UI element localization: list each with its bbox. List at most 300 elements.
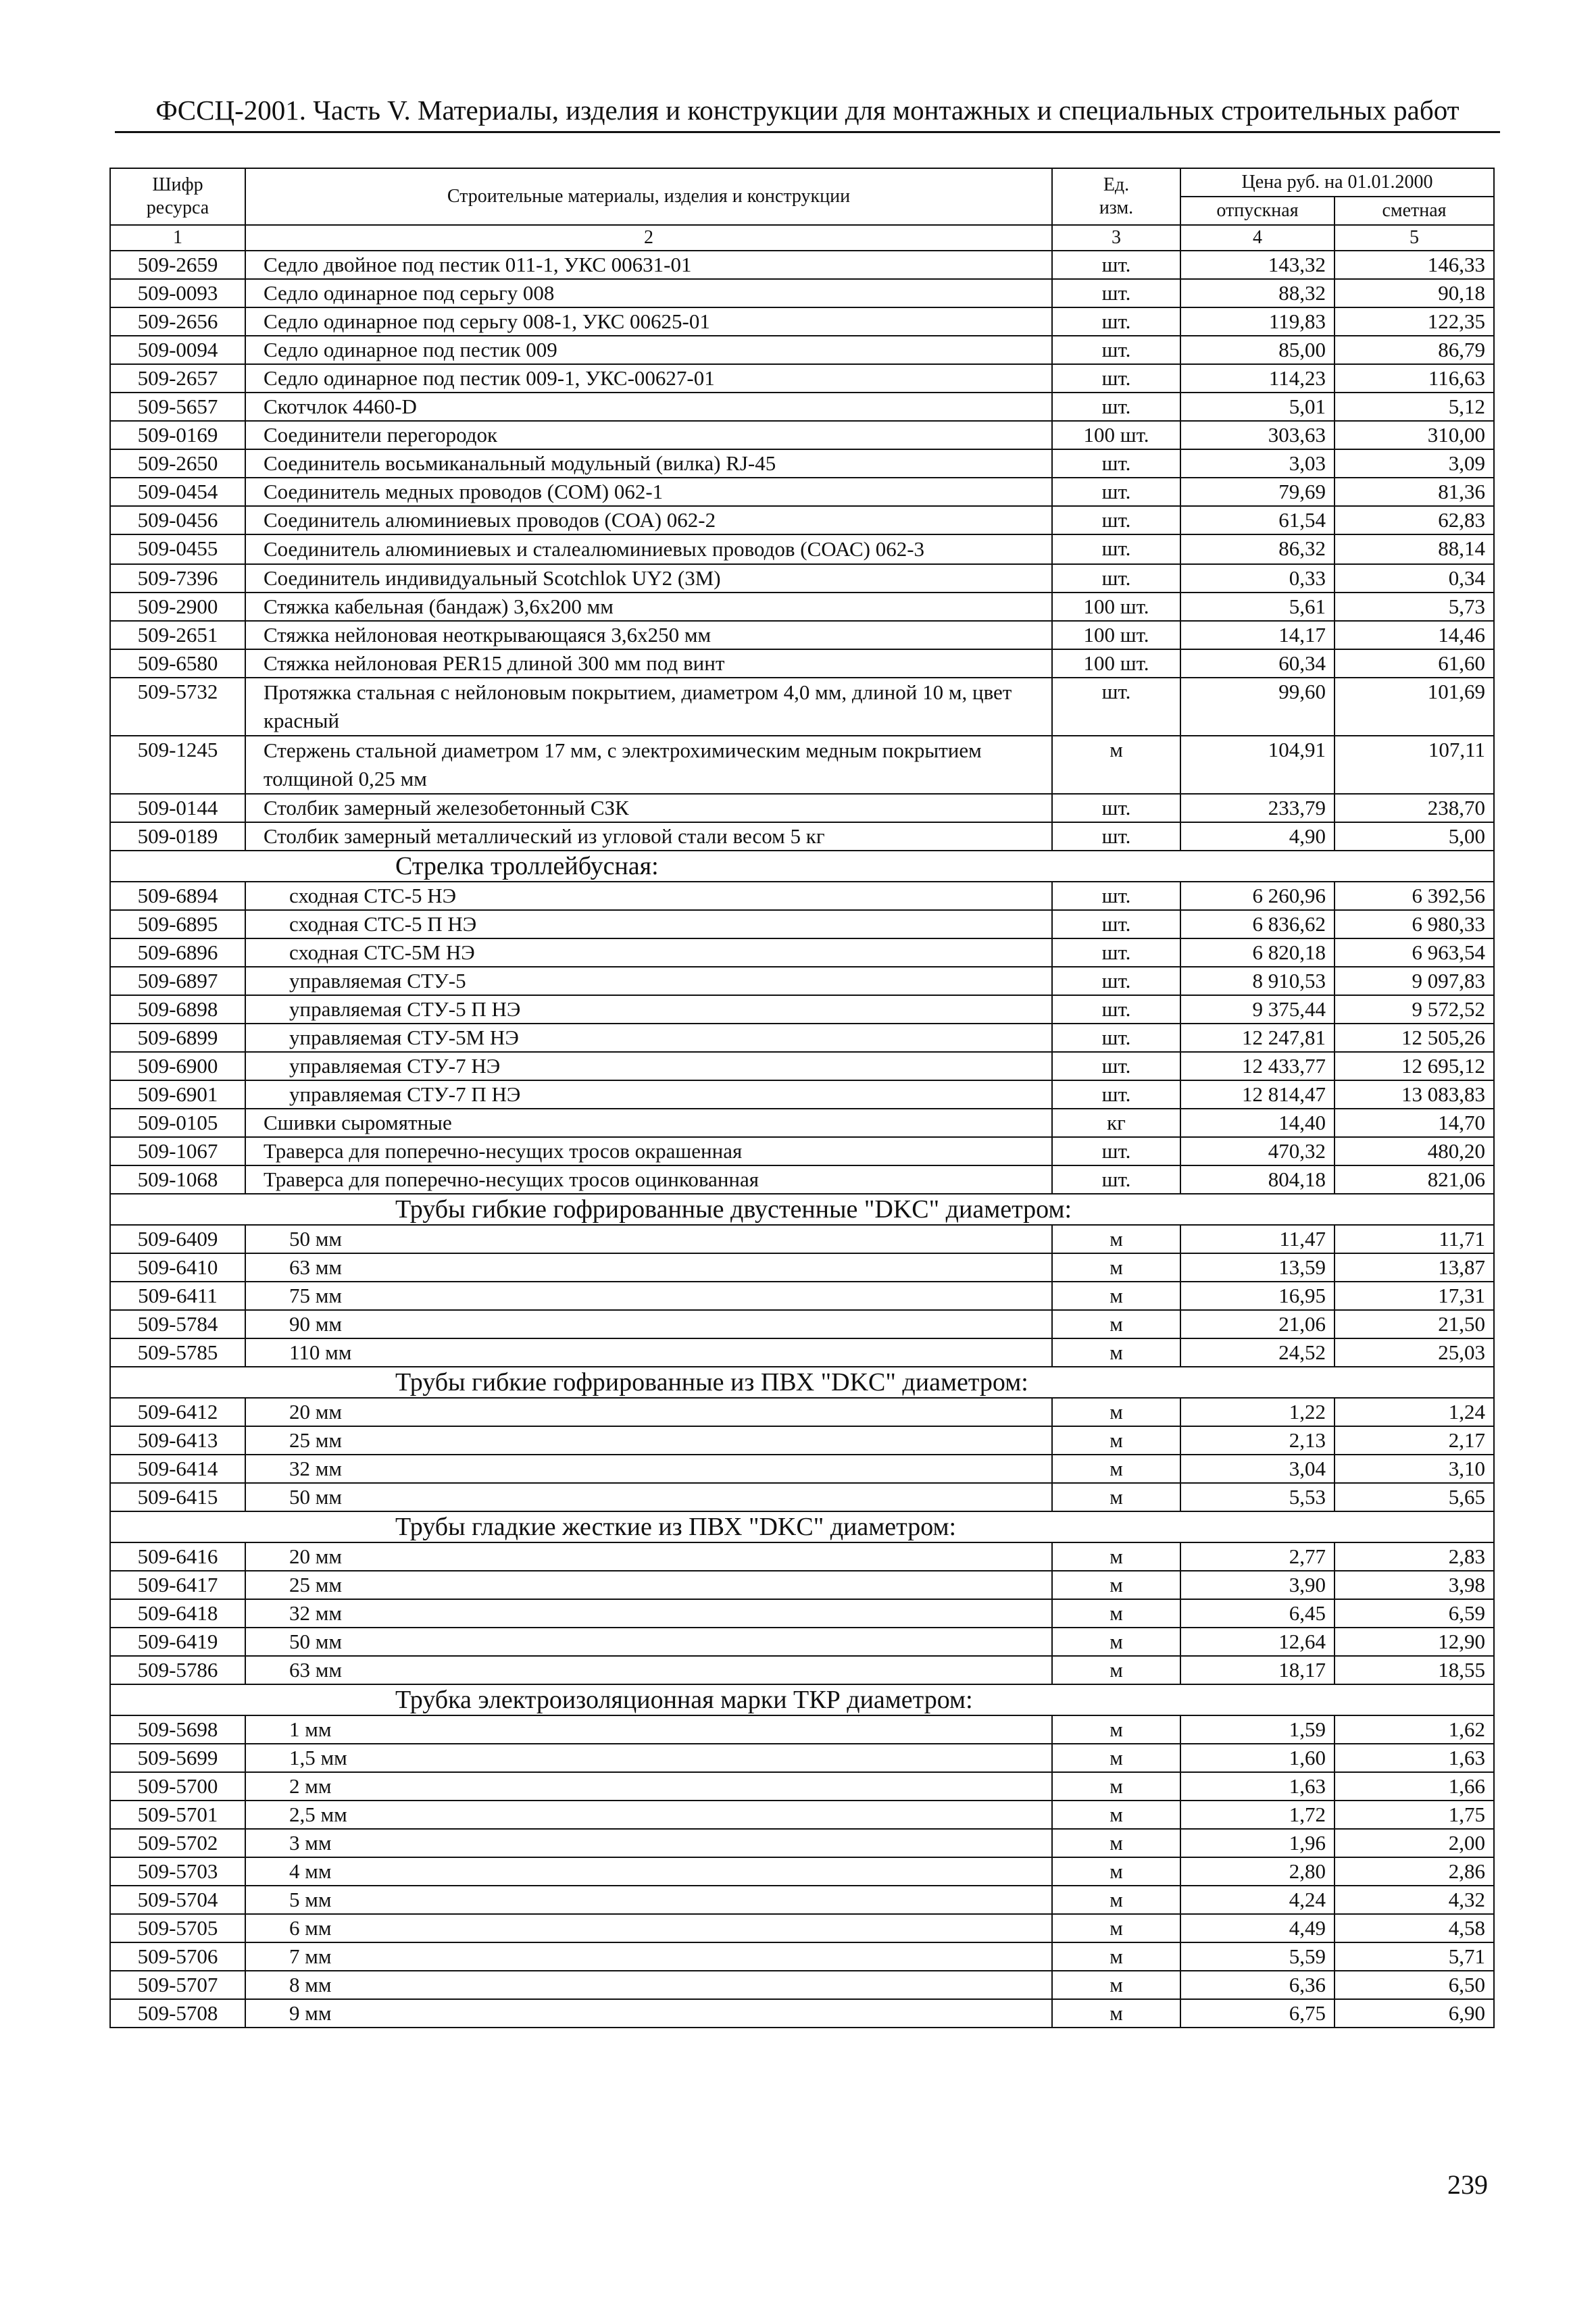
resource-code: 509-6417 [110, 1571, 245, 1599]
table-row [110, 1772, 1494, 1801]
group-row [110, 1367, 1494, 1398]
table-row [110, 1542, 1494, 1571]
unit-of-measure: шт. [1052, 1024, 1180, 1052]
resource-code: 509-0169 [110, 421, 245, 449]
resource-code: 509-5704 [110, 1886, 245, 1914]
table-row [110, 1109, 1494, 1137]
estimate-price: 6,59 [1335, 1599, 1494, 1628]
release-price: 1,63 [1180, 1772, 1335, 1801]
resource-code: 509-5732 [110, 678, 245, 736]
material-name: 90 мм [245, 1310, 1052, 1338]
release-price: 85,00 [1180, 336, 1335, 364]
table-row [110, 1338, 1494, 1367]
group-code-cell [110, 1684, 245, 1715]
price-table [109, 168, 1495, 2028]
page-number: 239 [1447, 2169, 1488, 2200]
release-price: 6,45 [1180, 1599, 1335, 1628]
resource-code: 509-7396 [110, 564, 245, 593]
release-price: 1,60 [1180, 1744, 1335, 1772]
unit-of-measure: шт. [1052, 1080, 1180, 1109]
unit-of-measure: шт. [1052, 336, 1180, 364]
unit-of-measure: шт. [1052, 364, 1180, 393]
estimate-price: 11,71 [1335, 1225, 1494, 1253]
release-price: 8 910,53 [1180, 967, 1335, 995]
group-row [110, 1511, 1494, 1542]
estimate-price: 2,86 [1335, 1857, 1494, 1886]
release-price: 6 836,62 [1180, 910, 1335, 938]
unit-of-measure: 100 шт. [1052, 421, 1180, 449]
material-name: сходная СТС-5 П НЭ [245, 910, 1052, 938]
release-price: 60,34 [1180, 649, 1335, 678]
unit-of-measure: м [1052, 1971, 1180, 1999]
table-row [110, 1024, 1494, 1052]
material-name: Столбик замерный металлический из угловой стали весом 5 кг [245, 822, 1052, 851]
table-row [110, 1165, 1494, 1194]
material-name: Соединитель алюминиевых и сталеалюминиевых проводов (СОАС) 062-3 [245, 534, 1052, 564]
estimate-price: 6,90 [1335, 1999, 1494, 2028]
release-price: 470,32 [1180, 1137, 1335, 1165]
resource-code: 509-0105 [110, 1109, 245, 1137]
unit-of-measure: м [1052, 1599, 1180, 1628]
estimate-price: 1,66 [1335, 1772, 1494, 1801]
table-row [110, 1857, 1494, 1886]
material-name: 110 мм [245, 1338, 1052, 1367]
col-header-unit [1052, 168, 1180, 225]
table-row [110, 910, 1494, 938]
release-price: 6 820,18 [1180, 938, 1335, 967]
material-name: Стяжка нейлоновая неоткрывающаяся 3,6х250 мм [245, 621, 1052, 649]
estimate-price: 3,09 [1335, 449, 1494, 478]
material-name: 20 мм [245, 1542, 1052, 1571]
table-row [110, 251, 1494, 279]
estimate-price: 6,50 [1335, 1971, 1494, 1999]
estimate-price: 146,33 [1335, 251, 1494, 279]
table-row [110, 1080, 1494, 1109]
table-row [110, 822, 1494, 851]
release-price: 1,72 [1180, 1801, 1335, 1829]
resource-code: 509-6413 [110, 1426, 245, 1455]
table-row [110, 1914, 1494, 1942]
table-row [110, 364, 1494, 393]
estimate-price: 18,55 [1335, 1656, 1494, 1684]
resource-code: 509-5701 [110, 1801, 245, 1829]
resource-code: 509-5702 [110, 1829, 245, 1857]
resource-code: 509-0094 [110, 336, 245, 364]
unit-of-measure: м [1052, 1628, 1180, 1656]
material-name: Соединители перегородок [245, 421, 1052, 449]
unit-of-measure: шт. [1052, 564, 1180, 593]
table-row [110, 1225, 1494, 1253]
release-price: 104,91 [1180, 736, 1335, 794]
estimate-price: 81,36 [1335, 478, 1494, 506]
table-row [110, 1398, 1494, 1426]
material-name: Соединитель индивидуальный Scotchlok UY2 (3M) [245, 564, 1052, 593]
material-name: Седло двойное под пестик 011-1, УКС 00631-01 [245, 251, 1052, 279]
resource-code: 509-5705 [110, 1914, 245, 1942]
estimate-price: 2,00 [1335, 1829, 1494, 1857]
release-price: 86,32 [1180, 534, 1335, 564]
release-price: 6,36 [1180, 1971, 1335, 1999]
table-row [110, 1253, 1494, 1282]
resource-code: 509-2656 [110, 307, 245, 336]
estimate-price: 14,70 [1335, 1109, 1494, 1137]
estimate-price: 61,60 [1335, 649, 1494, 678]
col-header-unit-line2: изм. [1099, 197, 1134, 218]
material-name: Траверса для поперечно-несущих тросов оцинкованная [245, 1165, 1052, 1194]
table-row [110, 621, 1494, 649]
release-price: 12,64 [1180, 1628, 1335, 1656]
col-header-code [110, 168, 245, 225]
material-name: Стяжка кабельная (бандаж) 3,6х200 мм [245, 593, 1052, 621]
estimate-price: 14,46 [1335, 621, 1494, 649]
release-price: 1,96 [1180, 1829, 1335, 1857]
unit-of-measure: шт. [1052, 794, 1180, 822]
table-row [110, 593, 1494, 621]
estimate-price: 4,58 [1335, 1914, 1494, 1942]
unit-of-measure: м [1052, 1942, 1180, 1971]
estimate-price: 1,63 [1335, 1744, 1494, 1772]
table-row [110, 1571, 1494, 1599]
release-price: 21,06 [1180, 1310, 1335, 1338]
col-header-release: отпускная [1180, 197, 1335, 225]
release-price: 12 814,47 [1180, 1080, 1335, 1109]
material-name: 63 мм [245, 1656, 1052, 1684]
col-header-code-line1: Шифр [152, 174, 203, 195]
col-number-5: 5 [1335, 225, 1494, 251]
table-row [110, 1801, 1494, 1829]
group-title: Трубы гибкие гофрированные двустенные "DKC" диаметром: [245, 1194, 1494, 1225]
unit-of-measure: м [1052, 1542, 1180, 1571]
table-row [110, 1599, 1494, 1628]
release-price: 3,03 [1180, 449, 1335, 478]
table-row [110, 794, 1494, 822]
material-name: 1,5 мм [245, 1744, 1052, 1772]
estimate-price: 12 505,26 [1335, 1024, 1494, 1052]
material-name: Соединитель алюминиевых проводов (СОА) 062-2 [245, 506, 1052, 534]
group-title: Трубы гладкие жесткие из ПВХ "DKC" диаметром: [245, 1511, 1494, 1542]
material-name: Столбик замерный железобетонный СЗК [245, 794, 1052, 822]
resource-code: 509-1245 [110, 736, 245, 794]
release-price: 18,17 [1180, 1656, 1335, 1684]
col-number-3: 3 [1052, 225, 1180, 251]
release-price: 9 375,44 [1180, 995, 1335, 1024]
table-row [110, 967, 1494, 995]
col-header-unit-line1: Ед. [1103, 174, 1130, 195]
unit-of-measure: шт. [1052, 307, 1180, 336]
table-row [110, 1715, 1494, 1744]
release-price: 13,59 [1180, 1253, 1335, 1282]
estimate-price: 1,75 [1335, 1801, 1494, 1829]
unit-of-measure: м [1052, 1253, 1180, 1282]
release-price: 1,59 [1180, 1715, 1335, 1744]
table-row [110, 649, 1494, 678]
table-row [110, 1483, 1494, 1511]
release-price: 233,79 [1180, 794, 1335, 822]
resource-code: 509-0189 [110, 822, 245, 851]
unit-of-measure: м [1052, 1801, 1180, 1829]
estimate-price: 3,10 [1335, 1455, 1494, 1483]
resource-code: 509-5657 [110, 393, 245, 421]
unit-of-measure: шт. [1052, 967, 1180, 995]
unit-of-measure: шт. [1052, 1165, 1180, 1194]
estimate-price: 5,65 [1335, 1483, 1494, 1511]
unit-of-measure: м [1052, 1426, 1180, 1455]
material-name: 50 мм [245, 1483, 1052, 1511]
release-price: 61,54 [1180, 506, 1335, 534]
unit-of-measure: м [1052, 1225, 1180, 1253]
estimate-price: 3,98 [1335, 1571, 1494, 1599]
table-row [110, 449, 1494, 478]
resource-code: 509-2650 [110, 449, 245, 478]
release-price: 24,52 [1180, 1338, 1335, 1367]
material-name: сходная СТС-5 НЭ [245, 882, 1052, 910]
release-price: 303,63 [1180, 421, 1335, 449]
estimate-price: 821,06 [1335, 1165, 1494, 1194]
table-row [110, 1426, 1494, 1455]
release-price: 79,69 [1180, 478, 1335, 506]
unit-of-measure: шт. [1052, 995, 1180, 1024]
estimate-price: 86,79 [1335, 336, 1494, 364]
resource-code: 509-0456 [110, 506, 245, 534]
material-name: управляемая СТУ-5 П НЭ [245, 995, 1052, 1024]
release-price: 12 433,77 [1180, 1052, 1335, 1080]
release-price: 16,95 [1180, 1282, 1335, 1310]
unit-of-measure: м [1052, 736, 1180, 794]
resource-code: 509-5703 [110, 1857, 245, 1886]
release-price: 1,22 [1180, 1398, 1335, 1426]
material-name: 25 мм [245, 1571, 1052, 1599]
unit-of-measure: м [1052, 1715, 1180, 1744]
col-header-price: Цена руб. на 01.01.2000 [1180, 168, 1494, 197]
material-name: Траверса для поперечно-несущих тросов окрашенная [245, 1137, 1052, 1165]
unit-of-measure: м [1052, 1282, 1180, 1310]
unit-of-measure: шт. [1052, 882, 1180, 910]
estimate-price: 310,00 [1335, 421, 1494, 449]
material-name: 32 мм [245, 1455, 1052, 1483]
estimate-price: 107,11 [1335, 736, 1494, 794]
unit-of-measure: м [1052, 1829, 1180, 1857]
table-row [110, 938, 1494, 967]
release-price: 0,33 [1180, 564, 1335, 593]
material-name: 20 мм [245, 1398, 1052, 1426]
table-row [110, 307, 1494, 336]
unit-of-measure: шт. [1052, 393, 1180, 421]
table-row [110, 1052, 1494, 1080]
unit-of-measure: 100 шт. [1052, 621, 1180, 649]
release-price: 5,01 [1180, 393, 1335, 421]
release-price: 5,61 [1180, 593, 1335, 621]
table-row [110, 882, 1494, 910]
unit-of-measure: м [1052, 1398, 1180, 1426]
unit-of-measure: м [1052, 1571, 1180, 1599]
resource-code: 509-6412 [110, 1398, 245, 1426]
unit-of-measure: шт. [1052, 251, 1180, 279]
release-price: 88,32 [1180, 279, 1335, 307]
resource-code: 509-0093 [110, 279, 245, 307]
page-header: ФССЦ-2001. Часть V. Материалы, изделия и конструкции для монтажных и специальных строительных работ [115, 89, 1500, 133]
resource-code: 509-2659 [110, 251, 245, 279]
material-name: 2,5 мм [245, 1801, 1052, 1829]
material-name: Скотчлок 4460-D [245, 393, 1052, 421]
material-name: 50 мм [245, 1628, 1052, 1656]
release-price: 2,13 [1180, 1426, 1335, 1455]
estimate-price: 12 695,12 [1335, 1052, 1494, 1080]
col-number-1: 1 [110, 225, 245, 251]
estimate-price: 101,69 [1335, 678, 1494, 736]
material-name: Соединитель медных проводов (СОМ) 062-1 [245, 478, 1052, 506]
release-price: 11,47 [1180, 1225, 1335, 1253]
unit-of-measure: шт. [1052, 822, 1180, 851]
release-price: 4,24 [1180, 1886, 1335, 1914]
release-price: 14,40 [1180, 1109, 1335, 1137]
col-header-name: Строительные материалы, изделия и конструкции [245, 168, 1052, 225]
table-row [110, 1829, 1494, 1857]
material-name: Стяжка нейлоновая PER15 длиной 300 мм под винт [245, 649, 1052, 678]
table-row [110, 1628, 1494, 1656]
estimate-price: 5,00 [1335, 822, 1494, 851]
table-row [110, 1999, 1494, 2028]
resource-code: 509-6897 [110, 967, 245, 995]
group-title: Стрелка троллейбусная: [245, 851, 1494, 882]
material-name: Сшивки сыромятные [245, 1109, 1052, 1137]
table-row [110, 534, 1494, 564]
material-name: 25 мм [245, 1426, 1052, 1455]
resource-code: 509-6580 [110, 649, 245, 678]
release-price: 143,32 [1180, 251, 1335, 279]
group-row [110, 1194, 1494, 1225]
table-row [110, 564, 1494, 593]
estimate-price: 6 980,33 [1335, 910, 1494, 938]
resource-code: 509-1068 [110, 1165, 245, 1194]
release-price: 99,60 [1180, 678, 1335, 736]
resource-code: 509-0144 [110, 794, 245, 822]
material-name: 63 мм [245, 1253, 1052, 1282]
group-title: Трубы гибкие гофрированные из ПВХ "DKC" диаметром: [245, 1367, 1494, 1398]
estimate-price: 5,71 [1335, 1942, 1494, 1971]
resource-code: 509-5700 [110, 1772, 245, 1801]
unit-of-measure: м [1052, 1914, 1180, 1942]
material-name: Соединитель восьмиканальный модульный (вилка) RJ-45 [245, 449, 1052, 478]
unit-of-measure: 100 шт. [1052, 649, 1180, 678]
unit-of-measure: шт. [1052, 1137, 1180, 1165]
table-row [110, 678, 1494, 736]
estimate-price: 1,62 [1335, 1715, 1494, 1744]
resource-code: 509-6900 [110, 1052, 245, 1080]
material-name: управляемая СТУ-7 НЭ [245, 1052, 1052, 1080]
estimate-price: 21,50 [1335, 1310, 1494, 1338]
table-row [110, 1886, 1494, 1914]
table-row [110, 478, 1494, 506]
unit-of-measure: м [1052, 1772, 1180, 1801]
unit-of-measure: м [1052, 1999, 1180, 2028]
unit-of-measure: шт. [1052, 1052, 1180, 1080]
material-name: 4 мм [245, 1857, 1052, 1886]
material-name: управляемая СТУ-5 [245, 967, 1052, 995]
estimate-price: 90,18 [1335, 279, 1494, 307]
unit-of-measure: м [1052, 1338, 1180, 1367]
table-row [110, 1282, 1494, 1310]
unit-of-measure: шт. [1052, 506, 1180, 534]
unit-of-measure: шт. [1052, 910, 1180, 938]
release-price: 3,04 [1180, 1455, 1335, 1483]
resource-code: 509-6898 [110, 995, 245, 1024]
resource-code: 509-5785 [110, 1338, 245, 1367]
table-row [110, 736, 1494, 794]
material-name: Седло одинарное под пестик 009-1, УКС-00627-01 [245, 364, 1052, 393]
estimate-price: 5,73 [1335, 593, 1494, 621]
estimate-price: 5,12 [1335, 393, 1494, 421]
estimate-price: 1,24 [1335, 1398, 1494, 1426]
unit-of-measure: шт. [1052, 478, 1180, 506]
table-row [110, 1744, 1494, 1772]
col-header-estimate: сметная [1335, 197, 1494, 225]
unit-of-measure: шт. [1052, 279, 1180, 307]
table-row [110, 336, 1494, 364]
table-row [110, 506, 1494, 534]
table-row [110, 279, 1494, 307]
estimate-price: 17,31 [1335, 1282, 1494, 1310]
resource-code: 509-5784 [110, 1310, 245, 1338]
material-name: Протяжка стальная с нейлоновым покрытием, диаметром 4,0 мм, длиной 10 м, цвет красный [245, 678, 1052, 736]
resource-code: 509-6411 [110, 1282, 245, 1310]
group-code-cell [110, 1194, 245, 1225]
table-body [110, 251, 1494, 2028]
release-price: 4,49 [1180, 1914, 1335, 1942]
unit-of-measure: шт. [1052, 938, 1180, 967]
estimate-price: 12,90 [1335, 1628, 1494, 1656]
material-name: 7 мм [245, 1942, 1052, 1971]
release-price: 2,80 [1180, 1857, 1335, 1886]
resource-code: 509-6895 [110, 910, 245, 938]
estimate-price: 238,70 [1335, 794, 1494, 822]
table-row [110, 995, 1494, 1024]
estimate-price: 25,03 [1335, 1338, 1494, 1367]
resource-code: 509-5707 [110, 1971, 245, 1999]
estimate-price: 2,17 [1335, 1426, 1494, 1455]
estimate-price: 116,63 [1335, 364, 1494, 393]
resource-code: 509-6901 [110, 1080, 245, 1109]
resource-code: 509-5698 [110, 1715, 245, 1744]
resource-code: 509-2900 [110, 593, 245, 621]
release-price: 3,90 [1180, 1571, 1335, 1599]
group-row [110, 1684, 1494, 1715]
resource-code: 509-6410 [110, 1253, 245, 1282]
resource-code: 509-6409 [110, 1225, 245, 1253]
table-row [110, 1971, 1494, 1999]
material-name: сходная СТС-5М НЭ [245, 938, 1052, 967]
col-number-4: 4 [1180, 225, 1335, 251]
resource-code: 509-5708 [110, 1999, 245, 2028]
unit-of-measure: м [1052, 1886, 1180, 1914]
unit-of-measure: шт. [1052, 534, 1180, 564]
release-price: 804,18 [1180, 1165, 1335, 1194]
estimate-price: 0,34 [1335, 564, 1494, 593]
unit-of-measure: шт. [1052, 449, 1180, 478]
estimate-price: 2,83 [1335, 1542, 1494, 1571]
unit-of-measure: шт. [1052, 678, 1180, 736]
resource-code: 509-6899 [110, 1024, 245, 1052]
resource-code: 509-6419 [110, 1628, 245, 1656]
resource-code: 509-2657 [110, 364, 245, 393]
unit-of-measure: м [1052, 1744, 1180, 1772]
resource-code: 509-5786 [110, 1656, 245, 1684]
release-price: 4,90 [1180, 822, 1335, 851]
table-row [110, 1455, 1494, 1483]
unit-of-measure: 100 шт. [1052, 593, 1180, 621]
group-title: Трубка электроизоляционная марки ТКР диаметром: [245, 1684, 1494, 1715]
estimate-price: 9 572,52 [1335, 995, 1494, 1024]
release-price: 119,83 [1180, 307, 1335, 336]
